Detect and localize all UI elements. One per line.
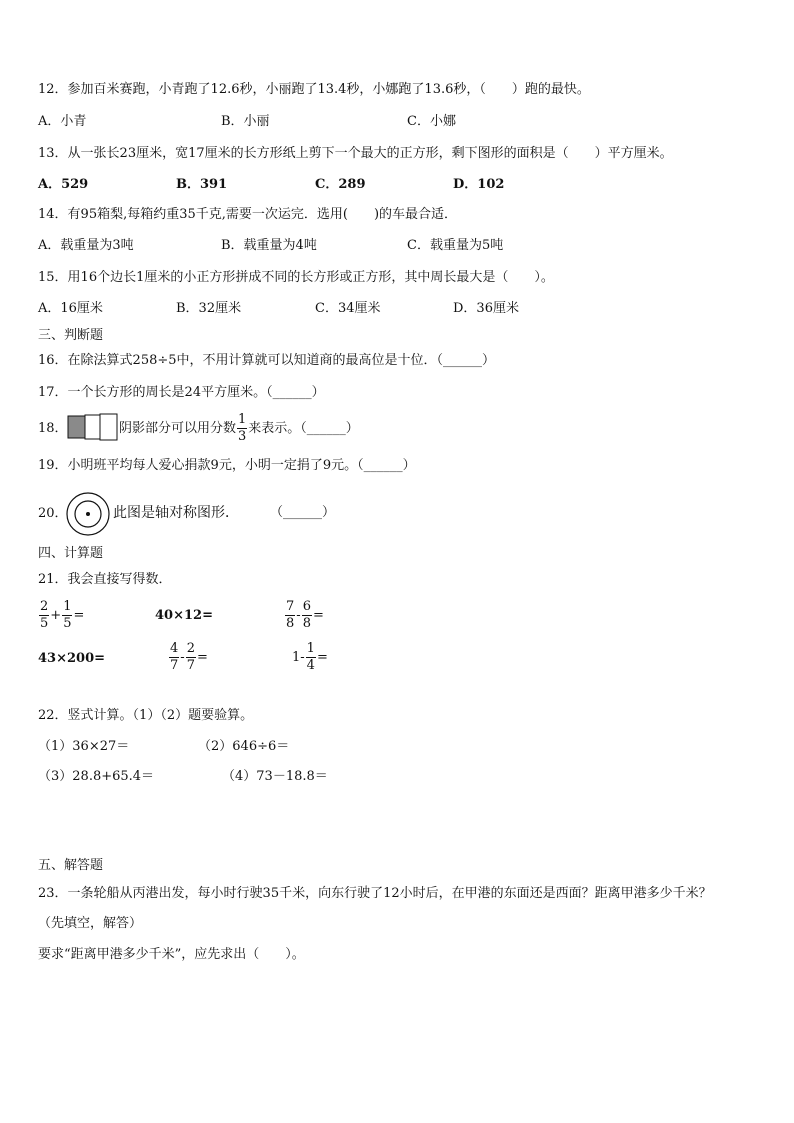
fraction xyxy=(62,600,72,631)
question-23-stem: 23．一条轮船从丙港出发，每小时行驶35千米，向东行驶了12小时后，在甲港的东面还是西面？距离甲港多少千米？ xyxy=(38,886,712,901)
question-20-text: 此图是轴对称图形． xyxy=(113,505,239,521)
expr-4-7-minus-2-7 xyxy=(168,638,208,678)
question-13-option-d[interactable]: D．102 xyxy=(453,177,505,192)
question-15-option-a[interactable]: A．16厘米 xyxy=(38,301,103,316)
fraction-numerator: 1 xyxy=(63,599,72,614)
fraction-denominator: 3 xyxy=(238,429,247,444)
question-15-option-c[interactable]: C．34厘米 xyxy=(315,301,381,316)
question-12-option-a[interactable]: A．小青 xyxy=(38,114,87,129)
question-23-note: （先填空，解答） xyxy=(38,916,143,931)
fraction-numerator: 2 xyxy=(186,641,195,656)
equals-sign: = xyxy=(312,608,324,623)
section-title-judgment: 三、判断题 xyxy=(38,328,104,343)
concentric-circles-figure xyxy=(65,491,111,537)
fraction-denominator: 8 xyxy=(302,616,311,631)
fraction-numerator: 1 xyxy=(238,412,247,427)
equals-sign: = xyxy=(196,650,208,665)
operator: - xyxy=(180,650,185,665)
question-13-stem: 13．从一张长23厘米，宽17厘米的长方形纸上剪下一个最大的正方形，剩下图形的面积是（ ）平方厘米。 xyxy=(38,146,673,161)
fraction xyxy=(39,600,49,631)
question-14-option-a[interactable]: A．载重量为3吨 xyxy=(38,238,134,253)
question-14-stem: 14．有95箱梨,每箱约重35千克,需要一次运完．选用( )的车最合适． xyxy=(38,207,458,222)
expr-1-minus-1-4 xyxy=(292,638,328,678)
question-12-option-c[interactable]: C．小娜 xyxy=(407,114,456,129)
operand: 1- xyxy=(292,650,305,665)
operator: - xyxy=(296,608,301,623)
fraction-numerator: 4 xyxy=(170,641,179,656)
question-22-part-3: （3）28.8+65.4＝ xyxy=(38,769,155,784)
question-22-stem: 22．竖式计算。（1）（2）题要验算。 xyxy=(38,708,254,723)
question-14-option-b[interactable]: B．载重量为4吨 xyxy=(221,238,317,253)
question-16: 16．在除法算式258÷5中，不用计算就可以知道商的最高位是十位．（______） xyxy=(38,353,496,368)
question-20-blank: （______） xyxy=(270,505,336,520)
question-13-option-b[interactable]: B．391 xyxy=(176,177,228,192)
question-17: 17．一个长方形的周长是24平方厘米。（______） xyxy=(38,385,325,400)
section-title-word-problems: 五、解答题 xyxy=(38,858,104,873)
question-13-option-c[interactable]: C．289 xyxy=(315,177,366,192)
fraction-numerator: 7 xyxy=(286,599,295,614)
question-14-option-c[interactable]: C．载重量为5吨 xyxy=(407,238,504,253)
expr-7-8-minus-6-8 xyxy=(284,596,324,636)
question-22-part-4: （4）73－18.8＝ xyxy=(222,769,328,784)
question-19: 19．小明班平均每人爱心捐款9元，小明一定捐了9元。（______） xyxy=(38,458,416,473)
question-15-option-b[interactable]: B．32厘米 xyxy=(176,301,242,316)
question-21-stem: 21．我会直接写得数． xyxy=(38,572,172,587)
question-18-pre: 阴影部分可以用分数 xyxy=(119,421,237,436)
section-title-calculation: 四、计算题 xyxy=(38,546,104,561)
fraction-denominator: 7 xyxy=(170,658,179,673)
question-15-option-d[interactable]: D．36厘米 xyxy=(453,301,519,316)
fraction xyxy=(306,642,316,673)
fraction xyxy=(186,642,196,673)
shaded-bar-figure xyxy=(67,413,119,441)
question-12-stem: 12．参加百米赛跑，小青跑了12.6秒，小丽跑了13.4秒，小娜跑了13.6秒，（ ）跑的最快。 xyxy=(38,82,590,97)
question-12-option-b[interactable]: B．小丽 xyxy=(221,114,270,129)
fraction xyxy=(302,600,312,631)
equals-sign: = xyxy=(316,650,328,665)
expr-2-5-plus-1-5 xyxy=(38,596,84,636)
question-18-number: 18． xyxy=(38,421,68,436)
question-23-requirement: 要求“距离甲港多少千米”，应先求出（ ）。 xyxy=(38,947,305,962)
operator: + xyxy=(50,608,62,623)
fraction-denominator: 5 xyxy=(63,616,72,631)
fraction-denominator: 5 xyxy=(40,616,49,631)
equals-sign: = xyxy=(73,608,85,623)
fraction-numerator: 2 xyxy=(40,599,49,614)
question-18-text xyxy=(119,411,359,447)
expr-43x200: 43×200= xyxy=(38,651,106,666)
question-18-post: 来表示。（______） xyxy=(248,421,359,436)
question-15-stem: 15．用16个边长1厘米的小正方形拼成不同的长方形或正方形，其中周长最大是（ ）。 xyxy=(38,270,554,285)
fraction-numerator: 1 xyxy=(306,641,315,656)
question-22-part-1: （1）36×27＝ xyxy=(38,739,130,754)
question-20-number: 20． xyxy=(38,506,68,521)
question-13-option-a[interactable]: A．529 xyxy=(38,177,89,192)
fraction-denominator: 7 xyxy=(186,658,195,673)
fraction-denominator: 4 xyxy=(306,658,315,673)
fraction-denominator: 8 xyxy=(286,616,295,631)
fraction-numerator: 6 xyxy=(302,599,311,614)
fraction xyxy=(169,642,179,673)
question-22-part-2: （2）646÷6＝ xyxy=(198,739,290,754)
fraction xyxy=(285,600,295,631)
expr-40x12: 40×12= xyxy=(155,608,213,623)
fraction-one-third xyxy=(237,413,247,444)
